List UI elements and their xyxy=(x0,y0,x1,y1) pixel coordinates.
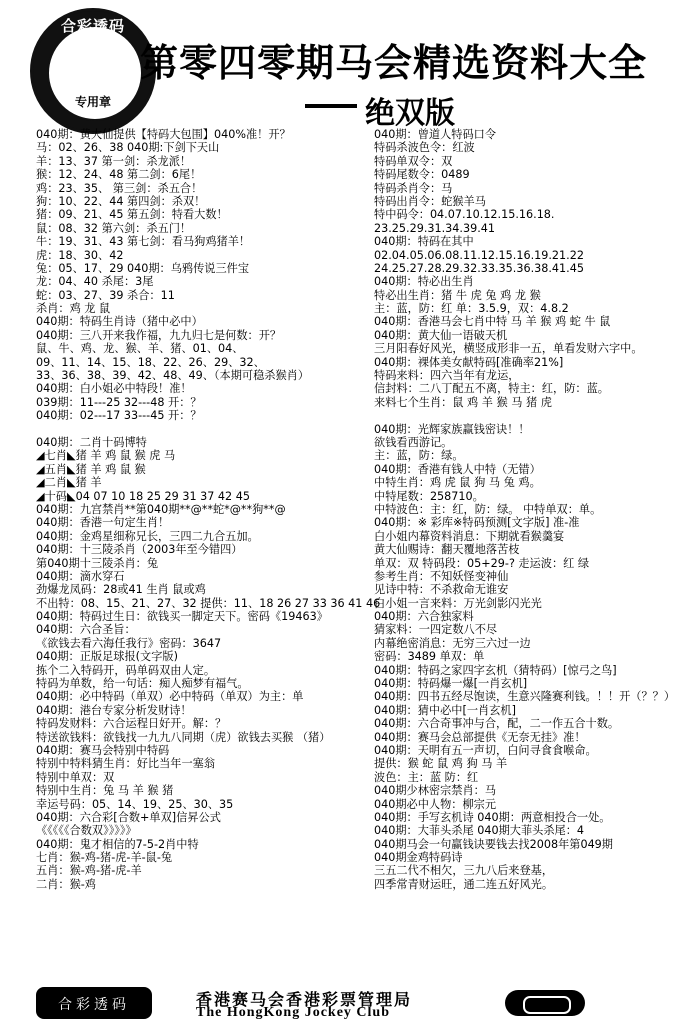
text-line: 欲钱看西游记。 xyxy=(374,435,453,449)
text-line: 鼠：08、32 第六剑：杀五门！ xyxy=(36,221,192,235)
text-line: 信封料：二八丁配五不离，特主：红，防：蓝。 xyxy=(374,382,609,396)
text-line: 040期：02---17 33---45 开：？ xyxy=(36,409,202,423)
footer-org-english: The HongKong Jockey Club xyxy=(196,1005,390,1020)
text-line: 主：蓝，防：绿。 xyxy=(374,449,464,463)
page-subtitle: 绝双版 xyxy=(365,96,455,131)
text-line: 不出特：08、15、21、27、32 提供：11、18 26 27 33 36 41 46 xyxy=(36,596,381,610)
text-line: 兔：05、17、29 040期：乌鸦传说三件宝 xyxy=(36,261,250,275)
text-line: 白小姐一言来料：万光剑影闪光光 xyxy=(374,596,542,610)
text-line: 特别中单双：双 xyxy=(36,770,115,784)
text-line: 040期：六合圣旨： xyxy=(36,623,136,637)
text-line: 040期：光辉家族赢钱密诀！！ xyxy=(374,422,530,436)
text-line: 040期：手写玄机诗 040期：两意相投合一处。 xyxy=(374,810,611,824)
text-line: 特必出生肖：猪 牛 虎 兔 鸡 龙 猴 xyxy=(374,288,541,302)
text-line: 特别中生肖：兔 马 羊 猴 猪 xyxy=(36,784,174,798)
footer-logo xyxy=(36,987,152,1019)
text-line: 040期：特码在其中 xyxy=(374,235,474,249)
text-line: 02.04.05.06.08.11.12.15.16.19.21.22 xyxy=(374,248,584,262)
text-line: 040期：六合奇事冲与合，配，二一作五合十数。 xyxy=(374,717,620,731)
text-line: ◢二肖◣猪 羊 xyxy=(36,476,102,490)
text-line: 蛇：03、27、39 杀合：11 xyxy=(36,288,175,302)
text-line: 040期：港台专家分析发财诗！ xyxy=(36,703,192,717)
text-line: 龙：04、40 杀尾：3尾 xyxy=(36,275,154,289)
text-line: 040期：金鸡星细称兄长，三四二九合五加。 xyxy=(36,529,259,543)
text-line: 040期：三八开来我作福，九九归七是何数：开？ xyxy=(36,328,282,342)
text-line: 特别中特料猜生肖：好比当年一塞翁 xyxy=(36,757,216,771)
text-line: 039期：11---25 32---48 开：？ xyxy=(36,395,202,409)
text-line: 040期：赛马会特别中特码 xyxy=(36,743,170,757)
text-line: 二肖：猴-鸡 xyxy=(36,877,96,891)
text-line: 040期：天明有五一声切，白问寻食食喉命。 xyxy=(374,743,597,757)
text-line: 特码为单数，给一句话：痴人痴梦有福气。 xyxy=(36,677,249,691)
text-line: 猜家料：一四定数八不尽 xyxy=(374,623,498,637)
text-line: 《欲钱去看六海任我行》密码：3647 xyxy=(36,636,222,650)
text-line: 虎：18、30、42 xyxy=(36,248,124,262)
text-line: 来料七个生肖：鼠 鸡 羊 猴 马 猪 虎 xyxy=(374,395,552,409)
text-line: 主：蓝，防：红 单：3.5.9，双：4.8.2 xyxy=(374,302,569,316)
text-line: 拣个二入特码开，码单码双由人定。 xyxy=(36,663,216,677)
text-line: ◢七肖◣猪 羊 鸡 鼠 猴 虎 马 xyxy=(36,449,176,463)
text-line: 特码杀波色令：红波 xyxy=(374,141,475,155)
text-line: 040期：正版足球报(文字版) xyxy=(36,650,178,664)
text-line: 040期：香港有钱人中特（无错） xyxy=(374,462,541,476)
text-line: 第040期十三陵杀肖：兔 xyxy=(36,556,159,570)
text-line: 七肖：猴-鸡-猪-虎-羊-鼠-兔 xyxy=(36,851,173,865)
text-line: 040期少林密宗禁肖：马 xyxy=(374,784,497,798)
text-line xyxy=(36,423,336,436)
right-column xyxy=(374,128,675,891)
subtitle-dash xyxy=(305,104,357,108)
text-line: 040期：特码之家四字玄机（猜特码）[惊弓之鸟] xyxy=(374,663,617,677)
text-line: 040期：特码爆一爆[一肖玄机] xyxy=(374,677,528,691)
text-line: 23.25.29.31.34.39.41 xyxy=(374,221,495,235)
text-line: 密码：3489 单双：单 xyxy=(374,650,485,664)
text-line: 040期：黄大仙提供【特码大包围】040%准！开？ xyxy=(36,128,291,141)
text-line: 特送欲钱料：欲钱找一九九八同期（虎）欲钱去买猴 （猪） xyxy=(36,730,331,744)
text-line: 特码出肖令：蛇猴羊马 xyxy=(374,194,486,208)
text-line: 四季常青财运旺，通二连五好风光。 xyxy=(374,877,554,891)
text-line: 特中码令：04.07.10.12.15.16.18. xyxy=(374,208,555,222)
text-line: 羊：13、37 第一剑：杀龙派！ xyxy=(36,154,192,168)
text-line: ◢五肖◣猪 羊 鸡 鼠 猴 xyxy=(36,462,146,476)
text-line: 三五二代不相欠，三九八后来登基， xyxy=(374,864,554,878)
text-line: 白小姐内幕资料消息：下期就看猴羹宴 xyxy=(374,529,565,543)
text-line: 33、36、38、39、42、48、49、（本期可稳杀猴肖） xyxy=(36,369,310,383)
text-line: 040期：六合彩[合数+单双]信昇公式 xyxy=(36,810,221,824)
text-line: 幸运号码：05、14、19、25、30、35 xyxy=(36,797,234,811)
text-line: 040期金鸡特码诗 xyxy=(374,851,463,865)
text-line: 040期：特必出生肖 xyxy=(374,275,474,289)
text-line: 040期：二肖十码博特 xyxy=(36,435,147,449)
text-line: 牛：19、31、43 第七剑：看马狗鸡猪羊！ xyxy=(36,235,251,249)
text-line: 三月阳春好风光，横竖成形非一五，单看发财六字中。 xyxy=(374,342,643,356)
text-line: 040期：大菲头杀尾 040期大菲头杀尾：4 xyxy=(374,824,585,838)
text-line: 特码来料：四六当年有龙运， xyxy=(374,369,520,383)
text-line: 040期：十三陵杀肖（2003年至今错四） xyxy=(36,543,243,557)
text-line: 狗：10、22、44 第四剑：杀双！ xyxy=(36,194,206,208)
text-line: 中特生肖：鸡 虎 鼠 狗 马 兔 鸡。 xyxy=(374,476,541,490)
text-line: 09、11、14、15、18、22、26、29、32、 xyxy=(36,355,265,369)
text-line: 24.25.27.28.29.32.33.35.36.38.41.45 xyxy=(374,261,584,275)
text-line: 040期：九宫禁肖**第040期**@**蛇*@**狗**@ xyxy=(36,502,286,516)
text-line: 040期：香港一句定生肖！ xyxy=(36,516,170,530)
text-line: 040期：裸体美女献特码[准确率21%] xyxy=(374,355,564,369)
text-line xyxy=(374,409,606,422)
text-line: 040期：鬼才相信的7-5-2肖中特 xyxy=(36,837,199,851)
footer-logo-text: 合彩透码 xyxy=(58,997,130,1013)
footer-org-chinese: 香港赛马会香港彩票管理局 xyxy=(196,990,413,1009)
text-line: 040期：猜中必中[一肖玄机] xyxy=(374,703,516,717)
text-line: 040期：香港马会七肖中特 马 羊 猴 鸡 蛇 牛 鼠 xyxy=(374,315,611,329)
text-line: 040期：※ 彩库※特码预测[文字版] 准-准 xyxy=(374,516,580,530)
text-line: 提供：猴 蛇 鼠 鸡 狗 马 羊 xyxy=(374,757,508,771)
text-line: 中特波色：主：红，防：绿。 中特单双：单。 xyxy=(374,502,602,516)
text-line: 特码单双令：双 xyxy=(374,154,453,168)
seal-top-text: 合彩透码 xyxy=(60,17,125,35)
text-line: 黄大仙赐诗：翻天覆地落苦枝 xyxy=(374,543,520,557)
footer-emblem-icon xyxy=(505,990,585,1016)
text-line: 040期：必中特码（单双）必中特码（单双）为主：单 xyxy=(36,690,304,704)
text-line: 劲爆龙凤码：28或41 生肖 鼠或鸡 xyxy=(36,583,206,597)
text-line: 特码尾数令：0489 xyxy=(374,168,470,182)
text-line: 马：02、26、38 040期:下剑下天山 xyxy=(36,141,220,155)
text-line: 040期：特码过生日：欲钱买一脚定天下。密码《19463》 xyxy=(36,610,328,624)
text-line: 见诗中特：不杀救命无谁安 xyxy=(374,583,509,597)
text-line: 040期：六合独家料 xyxy=(374,610,474,624)
seal-stamp xyxy=(30,8,156,134)
text-line: 鸡：23、35、 第三剑：杀五合！ xyxy=(36,181,203,195)
text-line: 特码杀肖令：马 xyxy=(374,181,453,195)
text-line: 040期：黄大仙一语破天机 xyxy=(374,328,508,342)
text-line: 040期马会一句赢钱诀要钱去找2008年第049期 xyxy=(374,837,613,851)
text-line: ◢十码◣04 07 10 18 25 29 31 37 42 45 xyxy=(36,489,250,503)
text-line: 040期：赛马会总部提供《无奈无挂》准！ xyxy=(374,730,586,744)
text-line: 参考生肖：不知妖怪变神仙 xyxy=(374,569,509,583)
text-line: 040期：滴水穿石 xyxy=(36,569,125,583)
text-line: 单双：双 特码段：05+29-? 走运波：红 绿 xyxy=(374,556,590,570)
text-line: 鼠、牛、鸡、龙、猴、羊、猪、01、04、 xyxy=(36,342,244,356)
text-line: 内幕绝密消息：无穷三六过一边 xyxy=(374,636,531,650)
text-line: 猴：12、24、48 第二剑：6尾！ xyxy=(36,168,202,182)
text-line: 猪：09、21、45 第五剑：特看大数！ xyxy=(36,208,228,222)
text-line: 《《《《《合数双》》》》》 xyxy=(36,824,137,838)
text-line: 040期：白小姐必中特段！准！ xyxy=(36,382,192,396)
footer xyxy=(0,984,609,1024)
text-line: 杀肖：鸡 龙 鼠 xyxy=(36,302,111,316)
text-line: 040期必中人物：柳宗元 xyxy=(374,797,497,811)
page-title: 第零四零期马会精选资料大全 xyxy=(140,40,648,85)
text-line: 特码发财料：六合运程日好开。解：？ xyxy=(36,717,227,731)
text-line: 040期：曾道人特码口令 xyxy=(374,128,497,141)
text-line: 中特尾数：258710。 xyxy=(374,489,484,503)
text-line: 五肖：猴-鸡-猪-虎-羊 xyxy=(36,864,142,878)
left-column xyxy=(36,128,381,891)
text-line: 波色：主：蓝 防：红 xyxy=(374,770,479,784)
seal-bottom-text: 专用章 xyxy=(74,95,111,109)
text-line: 040期：四书五经尽饱读，生意兴隆赛利钱。！！开（？？） xyxy=(374,690,675,704)
text-line: 040期：特码生肖诗（猪中必中） xyxy=(36,315,203,329)
